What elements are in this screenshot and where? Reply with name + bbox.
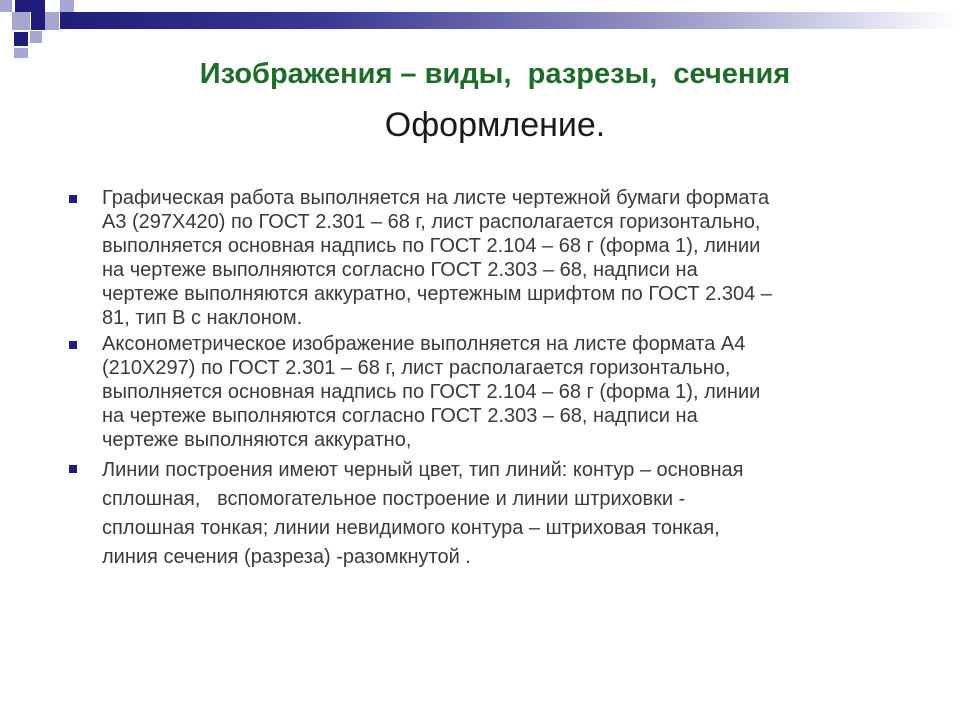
header-decoration-square bbox=[45, 12, 59, 30]
bullet-text: Графическая работа выполняется на листе чертежной бумаги формата А3 (297Х420) по ГОСТ 2.301 – 68 г, лист располагается горизонтально, выполняется основная надпись по ГОСТ 2.104 – 68 г (форма 1), линии на чертеже выполняются согласно ГОСТ 2.303 – 68, надписи на чертеже выполняются аккуратно, чертежным шрифтом по ГОСТ 2.304 – 81, тип В с наклоном. bbox=[102, 187, 772, 329]
bullet-text: Линии построения имеют черный цвет, тип линий: контур – основная сплошная, вспомогательное построение и линии штриховки - сплошная тонкая; линии невидимого контура – штриховая тонкая, линия сечения (разреза) -разомкнутой . bbox=[102, 459, 744, 568]
header-decoration-square bbox=[0, 0, 12, 12]
header-decoration-square bbox=[15, 0, 45, 12]
header-decoration-square bbox=[14, 32, 28, 46]
header-gradient-bar bbox=[60, 12, 960, 29]
square-bullet-icon bbox=[69, 195, 77, 203]
square-bullet-icon bbox=[69, 341, 77, 349]
square-bullet-icon bbox=[69, 465, 77, 473]
slide-subtitle: Оформление. bbox=[384, 106, 606, 144]
header-decoration-square bbox=[31, 12, 45, 30]
slide-title: Изображения – виды, разрезы, сечения bbox=[199, 58, 791, 90]
header-decoration-square bbox=[30, 31, 42, 43]
header-decoration-square bbox=[12, 12, 30, 30]
bullet-text: Аксонометрическое изображение выполняется на листе формата А4 (210Х297) по ГОСТ 2.301 – 68 г, лист располагается горизонтально, выполняется основная надпись по ГОСТ 2.104 – 68 г (форма 1), линии на чертеже выполняются согласно ГОСТ 2.303 – 68, надписи на чертеже выполняются аккуратно, bbox=[102, 333, 761, 451]
header-decoration-square bbox=[60, 0, 74, 12]
